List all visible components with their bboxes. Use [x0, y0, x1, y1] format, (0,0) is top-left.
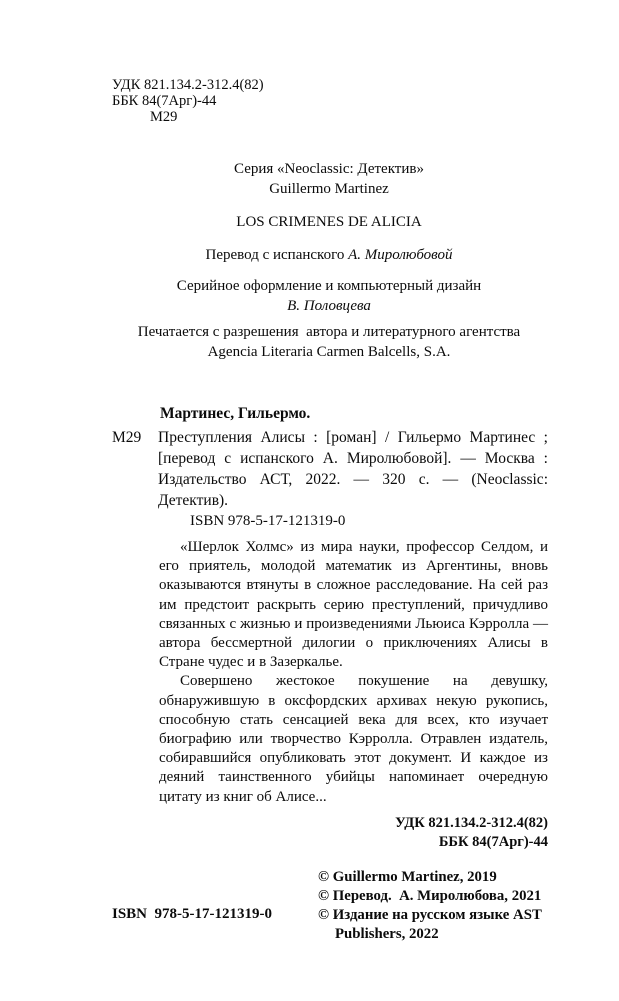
lower-section — [0, 538, 619, 958]
copyright-line-edition: © Издание на русском языке AST Publishers, 2022 — [318, 906, 542, 942]
translation-prefix: Перевод с испанского — [205, 247, 349, 263]
classification-codes — [112, 78, 264, 125]
copyright-line-author: © Guillermo Martinez, 2019 — [318, 868, 497, 885]
series-line: Серия «Neoclassic: Детектив» — [234, 161, 424, 177]
catalog-author-heading: Мартинес, Гильермо. — [160, 405, 311, 422]
designer-name: В. Половцева — [287, 298, 371, 314]
catalog-code: М29 — [112, 429, 142, 446]
original-author: Guillermo Martinez — [269, 181, 389, 197]
author-sign-code: М29 — [150, 108, 178, 125]
annotation-paragraph-1: «Шерлок Холмс» из мира науки, профессор Селдом, и его приятель, молодой математик из Аргентины, вновь оказываются втянуты в сложное расследование. На сей раз им предстоит раскрыть серию преступлений, причудливо связанных с жизнью и произведениями Льюиса Кэрролла — автора бессмертной дилогии о приключениях Алисы в Стране чудес и в Зазеркалье. — [159, 539, 548, 671]
translator-name: А. Миролюбовой — [348, 247, 453, 263]
classification-codes-right — [0, 814, 548, 852]
bottom-row — [0, 868, 619, 958]
copyright-line-translation: © Перевод. А. Миролюбова, 2021 — [318, 887, 542, 904]
translation-line — [112, 245, 546, 265]
permission-line: Печатается с разрешения автора и литературного агентства — [137, 324, 521, 340]
original-title: LOS CRIMENES DE ALICIA — [236, 214, 422, 230]
permission-group — [112, 322, 546, 362]
udk-code-right: УДК 821.134.2-312.4(82) — [395, 814, 548, 831]
catalog-isbn: ISBN 978-5-17-121319-0 — [190, 513, 346, 529]
copyright-block — [318, 868, 562, 944]
design-group — [112, 276, 546, 316]
annotation-block — [159, 538, 548, 807]
design-caption: Серийное оформление и компьютерный дизайн — [176, 278, 482, 294]
udk-code: УДК 821.134.2-312.4(82) — [112, 77, 264, 93]
bbk-code-right: ББК 84(7Арг)-44 — [438, 833, 548, 850]
bbk-code: ББК 84(7Арг)-44 — [112, 92, 217, 109]
annotation-paragraph-2: Совершено жестокое покушение на девушку, обнаружившую в оксфордских архивах некую рукопись, способную стать сенсацией века для всех, кто изучает биографию или творчество Кэрролла. Отравлен издатель, собиравшийся опубликовать этот документ. И каждое из деяний таинственного убийцы напоминает очередную цитату из книг об Алисе... — [159, 673, 548, 805]
imprint-block — [112, 159, 546, 362]
agency-line: Agencia Literaria Carmen Balcells, S.A. — [207, 344, 451, 360]
catalog-entry-text: Преступления Алисы : [роман] / Гильермо Мартинес ; [перевод с испанского А. Миролюбовой]. — Москва : Издательство АСТ, 2022. — 320 с. — (Neoclassic: Детектив). — [158, 429, 548, 509]
catalog-entry-row — [112, 427, 548, 511]
isbn-bottom: ISBN 978-5-17-121319-0 — [112, 905, 272, 922]
